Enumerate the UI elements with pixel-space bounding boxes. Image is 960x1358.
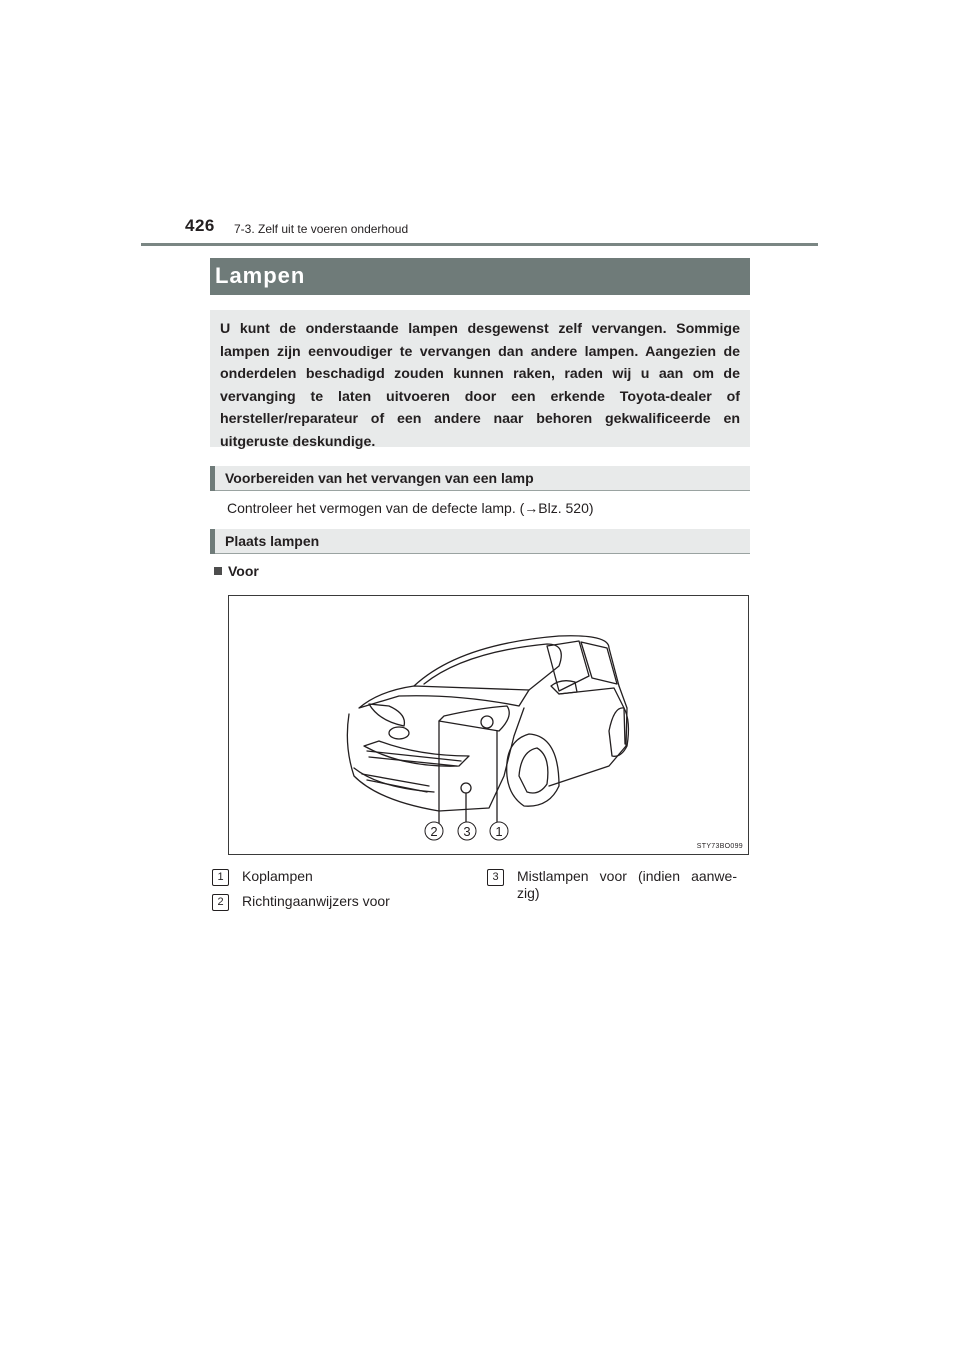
bullet-front — [214, 563, 259, 579]
marker-1-label: 1 — [495, 824, 503, 839]
locations-heading: Plaats lampen — [210, 529, 750, 554]
legend-text-2: Richtingaanwijzers voor — [242, 893, 390, 909]
marker-2-label: 2 — [430, 824, 438, 839]
legend-text-3: Mistlampen voor (indien aanwe-zig) — [517, 868, 737, 901]
figure-markers — [425, 822, 508, 840]
legend-num-2: 2 — [212, 894, 229, 911]
car-illustration — [229, 596, 748, 854]
page-title: Lampen — [210, 258, 750, 295]
car-figure — [228, 595, 749, 855]
header-rule — [141, 243, 818, 246]
marker-3-label: 3 — [463, 824, 471, 839]
section-label: 7-3. Zelf uit te voeren onderhoud — [234, 222, 409, 236]
bullet-square-icon — [214, 567, 222, 575]
figure-code: STY73BO099 — [696, 843, 743, 850]
legend-num-1: 1 — [212, 869, 229, 886]
bullet-front-label: Voor — [228, 563, 259, 579]
prep-text: Controleer het vermogen van de defecte lamp. (→Blz. 520) — [227, 500, 594, 516]
prep-heading: Voorbereiden van het vervangen van een lamp — [210, 466, 750, 491]
legend-num-3: 3 — [487, 869, 504, 886]
legend-text-1: Koplampen — [242, 868, 313, 884]
page-number: 426 — [185, 216, 215, 235]
intro-text: U kunt de onderstaande lampen desgewenst zelf vervangen. Sommige lampen zijn eenvoudiger te vervangen dan andere lampen. Aangezien de onderdelen beschadigd zouden kunnen raken, raden wij u aan om de vervanging te laten uitvoeren door een erkende Toyota-dealer of hersteller/reparateur of een andere naar behoren gekwalificeerde en uitgeruste deskundige. — [210, 310, 750, 447]
